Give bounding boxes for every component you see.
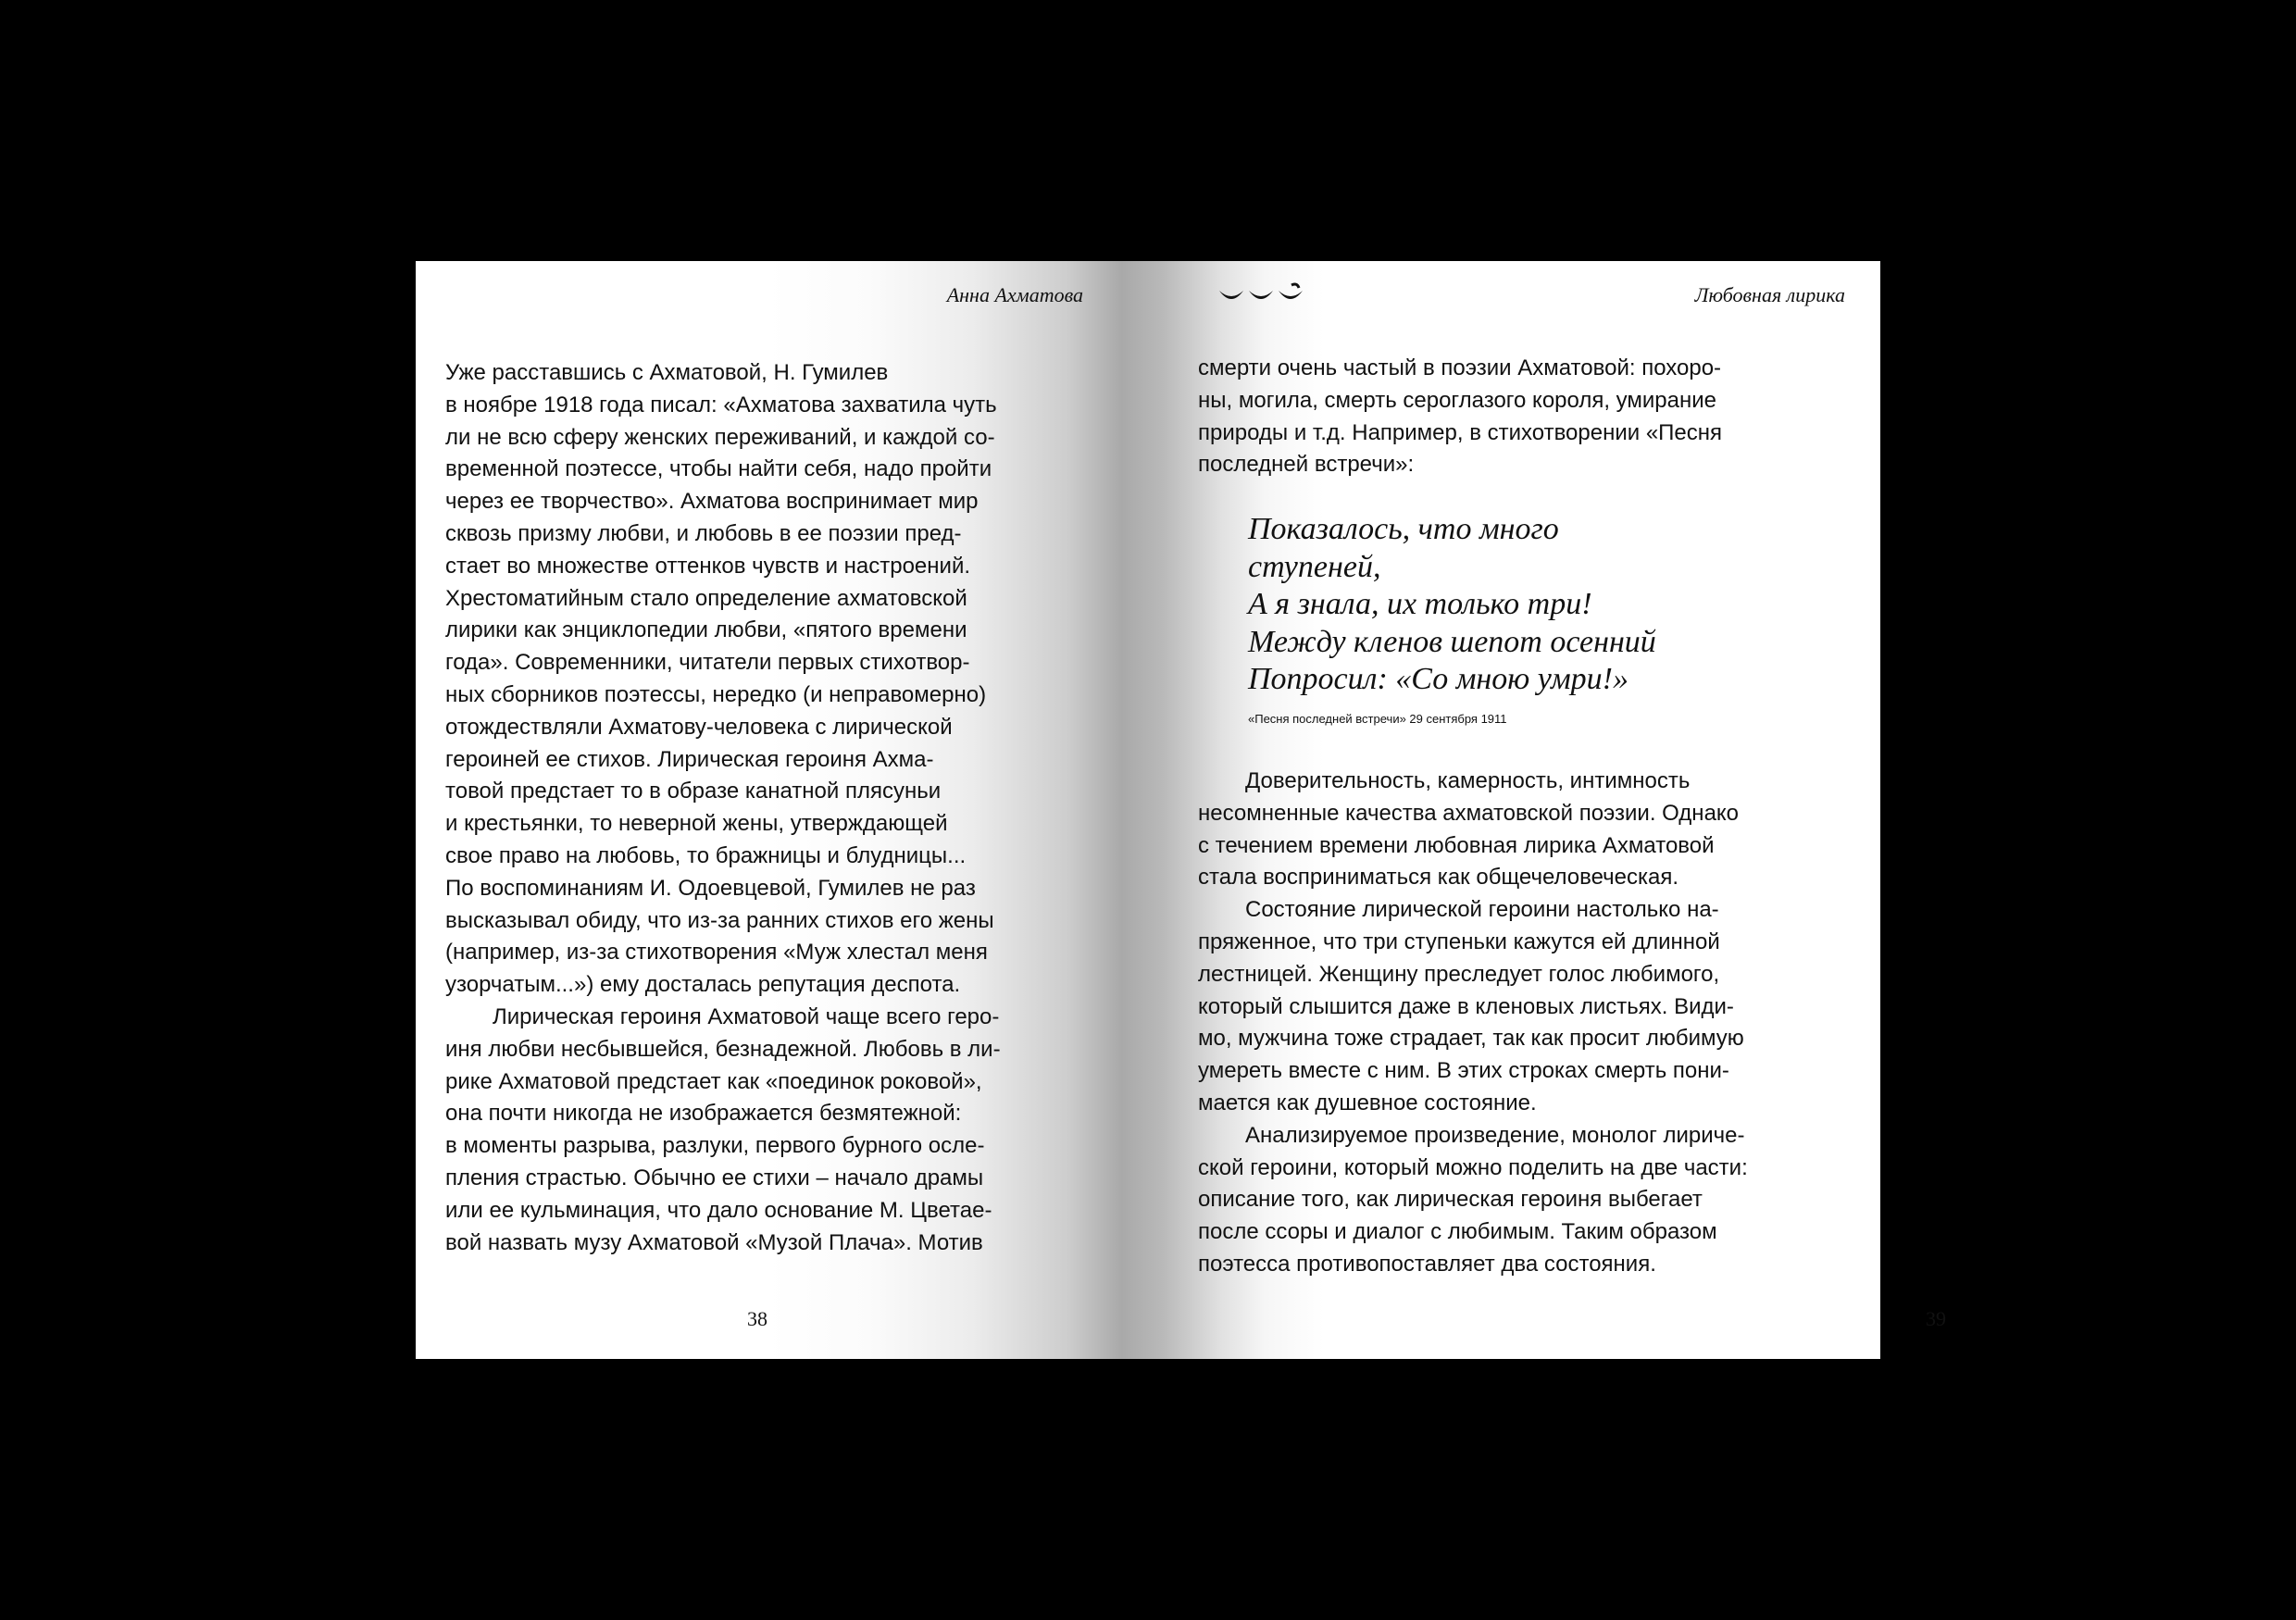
right-body-text-top [1198,353,1846,481]
text-line: Анализируемое произведение, монолог лириче- [1245,1122,1745,1148]
text-line: товой предстает то в образе канатной плясуньи [445,779,942,804]
text-line: после ссоры и диалог с любимым. Таким образом [1198,1219,1717,1245]
left-body-text [445,357,1130,1259]
text-line: иня любви несбывшейся, безнадежной. Любовь в ли- [445,1036,1001,1062]
text-line: стала восприниматься как общечеловеческая. [1198,865,1679,891]
poem-excerpt [1248,511,1803,699]
text-line: рике Ахматовой предстает как «поединок роковой», [445,1068,982,1094]
text-line: ли не всю сферу женских переживаний, и каждой со- [445,424,995,450]
text-line: пряженное, что три ступеньки кажутся ей длинной [1198,928,1720,954]
text-line: героиней ее стихов. Лирическая героиня Ахма- [445,746,934,772]
text-line: ных сборников поэтессы, нередко (и неправомерно) [445,681,987,707]
text-line: Доверительность, камерность, интимность [1245,768,1691,793]
text-line: лестницей. Женщину преследует голос любимого, [1198,961,1720,987]
text-line: Лирическая героиня Ахматовой чаще всего геро- [493,1003,1000,1029]
text-line: По воспоминаниям И. Одоевцевой, Гумилев не раз [445,875,976,901]
right-body-text-bottom [1198,766,1846,1281]
text-line: высказывал обиду, что из-за ранних стихов его жены [445,907,994,933]
text-line: свое право на любовь, то бражницы и блудницы... [445,842,967,868]
text-line: мается как душевное состояние. [1198,1090,1537,1115]
text-line: временной поэтессе, чтобы найти себя, надо пройти [445,456,992,482]
text-line: Состояние лирической героини настолько на- [1245,897,1719,923]
text-line: в ноябре 1918 года писал: «Ахматова захватила чуть [445,392,997,417]
text-line: узорчатым...») ему досталась репутация деспота. [445,972,961,998]
text-line: с течением времени любовная лирика Ахматовой [1198,832,1715,858]
text-line: лирики как энциклопедии любви, «пятого времени [445,617,967,643]
left-page [416,261,1148,1359]
text-line: сквозь призму любви, и любовь в ее поэзии пред- [445,520,962,546]
text-line: в моменты разрыва, разлуки, первого бурного осле- [445,1133,985,1159]
text-line: природы и т.д. Например, в стихотворении «Песня [1198,419,1723,445]
poem-caption: «Песня последней встречи» 29 сентября 1911 [1248,712,1507,726]
text-line: вой назвать музу Ахматовой «Музой Плача». Мотив [445,1229,983,1255]
poem-line: Попросил: «Со мною умри!» [1248,662,1629,696]
text-line: она почти никогда не изображается безмятежной: [445,1101,962,1127]
right-page [1148,261,1946,1359]
text-line: Хрестоматийным стало определение ахматовской [445,585,967,611]
poem-line: ступеней, [1248,549,1381,584]
text-line: смерти очень частый в поэзии Ахматовой: похоро- [1198,355,1722,380]
text-line: пления страстью. Обычно ее стихи – начало драмы [445,1165,984,1190]
text-line: Уже расставшись с Ахматовой, Н. Гумилев [445,360,889,385]
poem-line: А я знала, их только три! [1248,587,1592,621]
page-number-right: 39 [1926,1307,1946,1330]
text-line: через ее творчество». Ахматова воспринимает мир [445,489,979,515]
running-head-section: Любовная лирика [1694,283,1845,306]
text-line: мо, мужчина тоже страдает, так как просит любимую [1198,1026,1744,1052]
book-spread [416,261,1946,1359]
page-number-left: 38 [747,1307,767,1330]
text-line: отождествляли Ахматову-человека с лирической [445,714,953,740]
text-line: и крестьянки, то неверной жены, утверждающей [445,811,948,837]
text-line: ской героини, который можно поделить на две части: [1198,1154,1748,1180]
text-line: ны, могила, смерть сероглазого короля, умирание [1198,387,1717,413]
text-line: умереть вместе с ним. В этих строках смерть пони- [1198,1058,1729,1084]
poem-line: Между кленов шепот осенний [1248,624,1656,659]
text-line: последней встречи»: [1198,452,1415,478]
text-line: поэтесса противопоставляет два состояния. [1198,1251,1656,1277]
text-line: года». Современники, читатели первых стихотвор- [445,650,970,676]
text-line: стает во множестве оттенков чувств и настроений. [445,553,971,579]
text-line: который слышится даже в кленовых листьях. Види- [1198,993,1734,1019]
poem-line: Показалось, что много [1248,512,1559,546]
running-head-author: Анна Ахматова [946,283,1083,306]
three-crescents-icon [1216,283,1308,311]
text-line: несомненные качества ахматовской поэзии. Однако [1198,800,1740,826]
text-line: (например, из-за стихотворения «Муж хлестал меня [445,940,988,966]
text-line: описание того, как лирическая героиня выбегает [1198,1187,1703,1213]
text-line: или ее кульминация, что дало основание М. Цветае- [445,1197,992,1223]
